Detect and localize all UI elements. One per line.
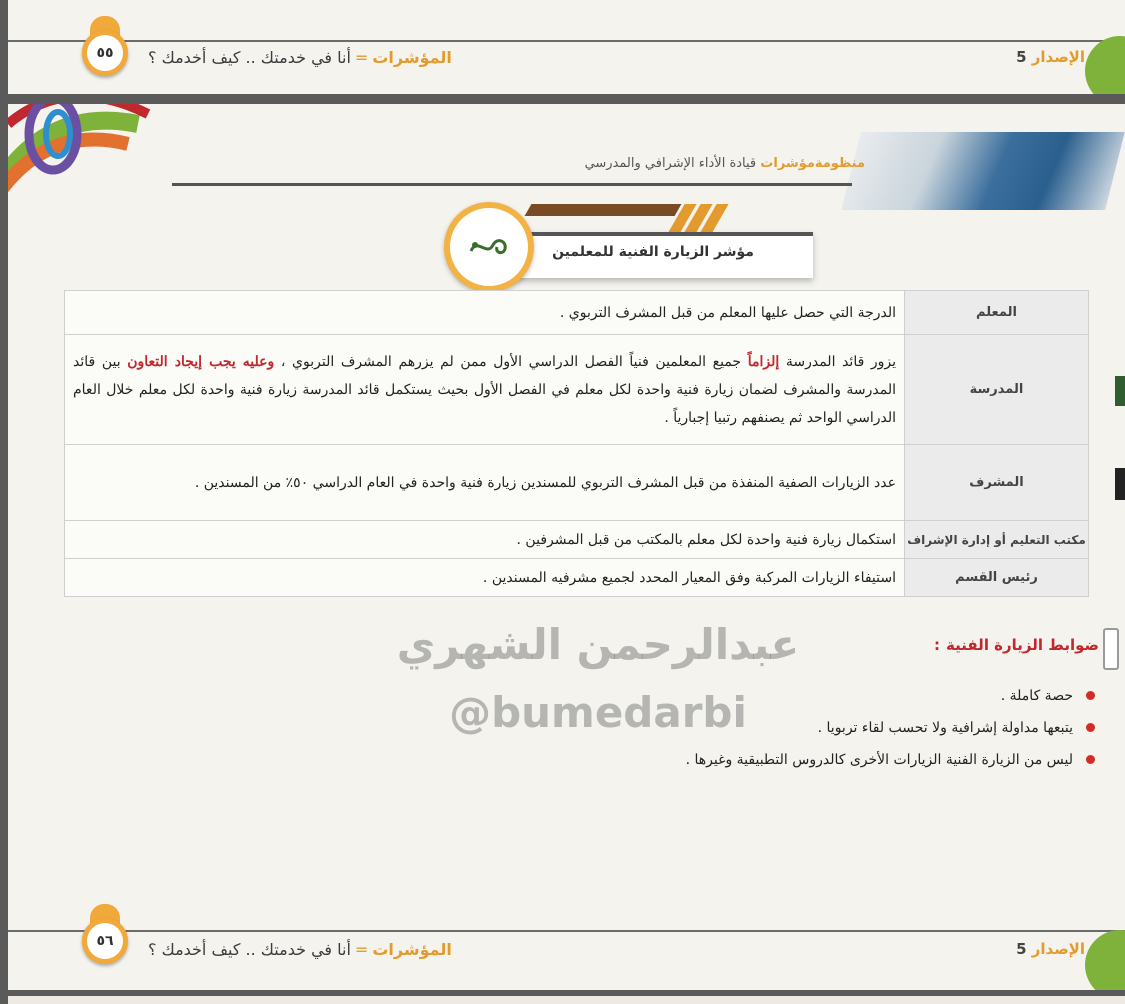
header-subtitle: قيادة الأداء الإشرافي والمدرسي — [584, 156, 757, 171]
footer-slogan-line — [148, 48, 452, 67]
issue-label-text: الإصدار — [1031, 940, 1085, 958]
watermark-handle: @bumedarbi — [449, 688, 747, 737]
header-photo-strip — [837, 132, 1124, 210]
list-item — [686, 712, 1095, 744]
footer-divider — [8, 930, 1125, 932]
page-number-badge — [82, 30, 128, 76]
bullet-icon — [1086, 723, 1095, 732]
footer-slogan-line — [148, 940, 452, 959]
issue-label — [1016, 940, 1085, 958]
indicator-title: مؤشر الزيارة الفنية للمعلمين — [552, 244, 754, 260]
list-item — [686, 744, 1095, 776]
table-row — [65, 335, 1089, 445]
system-name: منظومةمؤشرات — [760, 156, 865, 171]
description-cell: الدرجة التي حصل عليها المعلم من قبل المشرف التربوي . — [65, 291, 905, 335]
rules-list — [686, 680, 1095, 776]
side-tab-decoration — [1115, 468, 1125, 500]
issue-number: 5 — [1016, 940, 1027, 958]
issue-number: 5 — [1016, 48, 1027, 66]
footer-slogan: أنا في خدمتك .. كيف أخدمك ؟ — [148, 940, 351, 959]
rule-text: ليس من الزيارة الفنية الزيارات الأخرى كالدروس التطبيقية وغيرها . — [685, 752, 1073, 768]
table-row — [65, 521, 1089, 559]
rule-text: حصة كاملة . — [1000, 688, 1073, 704]
emphasis-mandatory: إلزاماً — [747, 353, 780, 370]
description-cell: استكمال زيارة فنية واحدة لكل معلم بالمكتب من قبل المشرفين . — [65, 521, 905, 559]
next-page-edge — [8, 996, 1125, 1004]
role-cell: المدرسة — [905, 335, 1089, 445]
page-number: ٥٥ — [96, 45, 114, 61]
table-row — [65, 291, 1089, 335]
emphasis-cooperation: وعليه يجب إيجاد التعاون — [127, 353, 275, 370]
page-number-badge — [82, 918, 128, 964]
description-cell: استيفاء الزيارات المركبة وفق المعيار المحدد لجميع مشرفيه المسندين . — [65, 559, 905, 597]
corner-leaf-decoration — [1085, 36, 1125, 94]
indicator-table — [64, 290, 1089, 597]
ornament-icon — [467, 235, 511, 259]
rules-heading — [934, 636, 1099, 654]
footer-separator: = — [354, 48, 369, 67]
footer-brand: المؤشرات — [372, 940, 452, 959]
table-row — [65, 445, 1089, 521]
header-title — [585, 156, 865, 171]
issue-label — [1016, 48, 1085, 66]
indicator-page — [8, 104, 1125, 990]
bullet-icon — [1086, 755, 1095, 764]
role-cell: المعلم — [905, 291, 1089, 335]
footer-brand: المؤشرات — [372, 48, 452, 67]
role-cell: رئيس القسم — [905, 559, 1089, 597]
watermark-name: عبدالرحمن الشهري — [396, 620, 800, 669]
rule-text: يتبعها مداولة إشرافية ولا تحسب لقاء تربويا . — [817, 720, 1073, 736]
notepad-icon — [1103, 628, 1119, 670]
rules-colon: : — [934, 636, 941, 654]
school-text-part: جميع المعلمين فنياً الفصل الدراسي الأول ممن لم يزرهم المشرف التربوي ، — [280, 353, 742, 370]
footer-slogan: أنا في خدمتك .. كيف أخدمك ؟ — [148, 48, 351, 67]
role-cell: مكتب التعليم أو إدارة الإشراف — [905, 521, 1089, 559]
side-tab-decoration — [1115, 376, 1125, 406]
description-cell: عدد الزيارات الصفية المنفذة من قبل المشرف التربوي للمسندين زيارة فنية واحدة في العام الدراسي ٥٠٪ من المسندين . — [65, 445, 905, 521]
footer-divider — [8, 40, 1125, 42]
description-cell — [65, 335, 905, 445]
page-number: ٥٦ — [96, 933, 114, 949]
issue-label-text: الإصدار — [1031, 48, 1085, 66]
table-row — [65, 559, 1089, 597]
bullet-icon — [1086, 691, 1095, 700]
indicator-emblem — [444, 202, 534, 292]
school-text-part: بين قائد المدرسة والمشرف لضمان زيارة فنية واحدة لكل معلم في الفصل الأول بحيث يستكمل قائد المدرسة زيارة فنية واحدة لكل معلم خلال العام الدراسي الواحد ثم يصنفهم رتبيا إجبارياً . — [73, 353, 896, 426]
header-divider — [172, 183, 852, 186]
rules-title: ضوابط الزيارة الفنية — [946, 636, 1099, 654]
previous-page — [8, 0, 1125, 94]
footer-separator: = — [354, 940, 369, 959]
school-text-part: يزور قائد المدرسة — [785, 353, 897, 370]
list-item — [686, 680, 1095, 712]
swirl-logo-decoration — [8, 104, 178, 224]
corner-leaf-decoration — [1085, 930, 1125, 990]
role-cell: المشرف — [905, 445, 1089, 521]
banner-brown-stripe — [525, 204, 682, 216]
